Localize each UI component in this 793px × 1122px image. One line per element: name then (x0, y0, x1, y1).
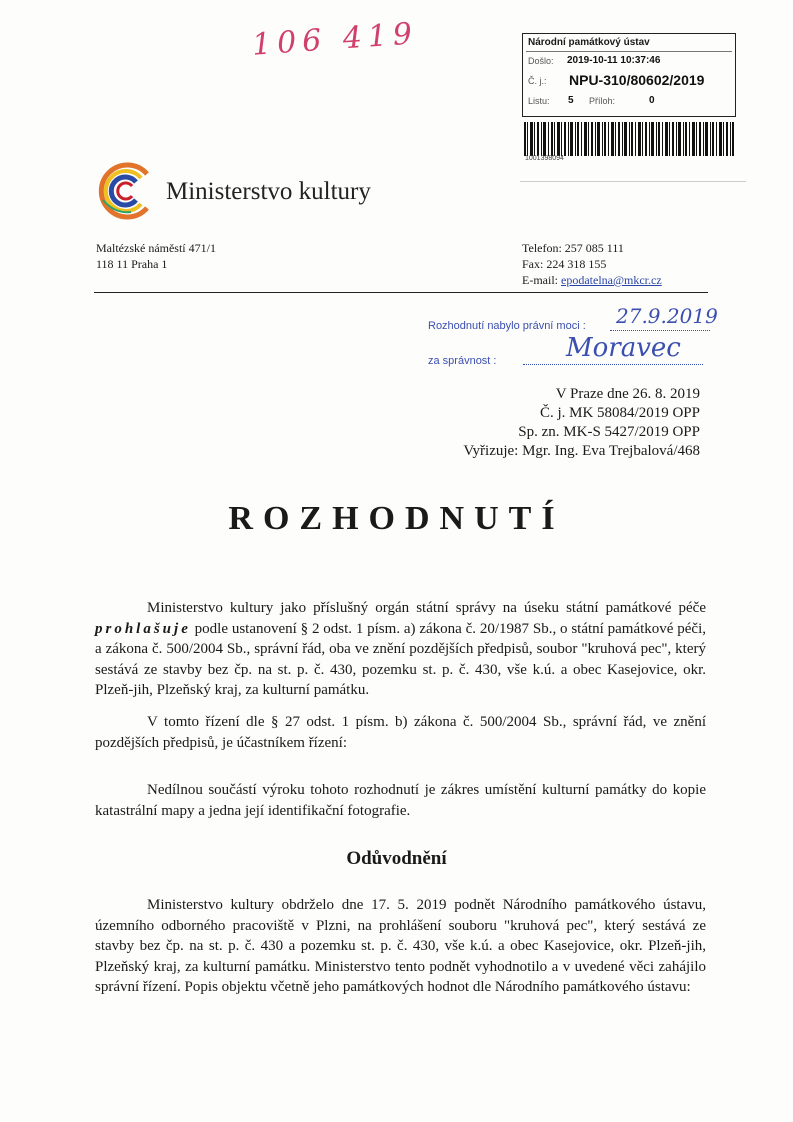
stamp-ref-value: NPU-310/80602/2019 (569, 72, 705, 88)
email-row (522, 272, 662, 288)
document-date: V Praze dne 26. 8. 2019 (555, 386, 700, 402)
legal-force-label: Rozhodnutí nabylo právní moci : (428, 320, 586, 332)
phone: Telefon: 257 085 111 (522, 241, 624, 255)
reasoning-paragraph: Ministerstvo kultury obdrželo dne 17. 5. 2019 podnět Národního památkového ústavu, územního odborného pracoviště v Plzni, na prohlášení souboru "kruhová pec", který sestává ze stavby bez čp. na st. p. č. 430 a pozemku st. p. č. 430, vše k.ú. a obec Kasejovice, okr. Plzeň-jih, Plzeňský kraj, za kulturní památku. Ministerstvo tento podnět vyhodnotilo a v uvedené věci zahájilo správní řízení. Popis objektu včetně jeho památkových hodnot dle Národního památkového ústavu: (95, 897, 706, 995)
ministry-contact (522, 240, 662, 288)
stamp-received-label: Došlo: (528, 56, 554, 66)
stamp-ref-label: Č. j.: (528, 76, 547, 86)
stamp-attachments-value: 0 (649, 95, 655, 106)
stamp-sheets-label: Listu: (528, 96, 550, 106)
handled-by: Vyřizuje: Mgr. Ing. Eva Trejbalová/468 (463, 443, 700, 459)
decision-text-after: podle ustanovení § 2 odst. 1 písm. a) zákona č. 20/1987 Sb., o státní památkové péči, a zákona č. 500/2004 Sb., správní řád, oba ve znění pozdějších předpisů, soubor "kruhová pec", který sestává ze stavby bez čp. na st. p. č. 430, pozemku st. p. č. 430, vše k.ú. a obec Kasejovice, okr. Plzeň-jih, Plzeňský kraj, za kulturní památku. (95, 620, 706, 698)
document-meta (463, 385, 700, 461)
fax: Fax: 224 318 155 (522, 257, 607, 271)
decision-paragraph (95, 598, 706, 701)
document-title: ROZHODNUTÍ (228, 500, 565, 537)
email-link[interactable]: epodatelna@mkcr.cz (561, 273, 662, 287)
stamp-received-value: 2019-10-11 10:37:46 (567, 55, 661, 66)
receipt-stamp (522, 33, 736, 117)
file-mark: Sp. zn. MK-S 5427/2019 OPP (518, 424, 700, 440)
address-line-1: Maltézské náměstí 471/1 (96, 241, 216, 255)
decision-text-before: Ministerstvo kultury jako příslušný orgán státní správy na úseku státní památkové péče (147, 600, 706, 616)
reference-number: Č. j. MK 58084/2019 OPP (539, 405, 700, 421)
stamp-organization: Národní památkový ústav (528, 37, 650, 48)
ministry-address (96, 240, 216, 272)
decision-emphasis: prohlašuje (95, 620, 191, 637)
handwritten-reference-number: 106 419 (250, 16, 420, 63)
stamp-sheets-value: 5 (568, 95, 574, 106)
address-line-2: 118 11 Praha 1 (96, 257, 168, 271)
header-divider (94, 292, 708, 293)
participants-paragraph: V tomto řízení dle § 27 odst. 1 písm. b) zákona č. 500/2004 Sb., správní řád, ve znění pozdějších předpisů, je účastníkem řízení: (95, 714, 706, 751)
barcode-icon (524, 122, 734, 156)
barcode-number: 1001398094 (525, 155, 564, 162)
legal-force-date: 27.9.2019 (616, 304, 718, 328)
reasoning-heading: Odůvodnění (346, 848, 447, 869)
correctness-label: za správnost : (428, 355, 497, 367)
stamp-attachments-label: Příloh: (589, 96, 616, 106)
ministry-name: Ministerstvo kultury (166, 178, 371, 205)
signature: Moravec (566, 333, 681, 363)
attachment-paragraph: Nedílnou součástí výroku tohoto rozhodnutí je zákres umístění kulturní památky do kopie katastrální mapy a jedna její identifikační fotografie. (95, 782, 706, 819)
stamp-divider (526, 51, 732, 52)
ministry-logo-icon (95, 160, 157, 222)
email-label: E-mail: (522, 273, 561, 287)
stamp-underline (520, 181, 746, 182)
